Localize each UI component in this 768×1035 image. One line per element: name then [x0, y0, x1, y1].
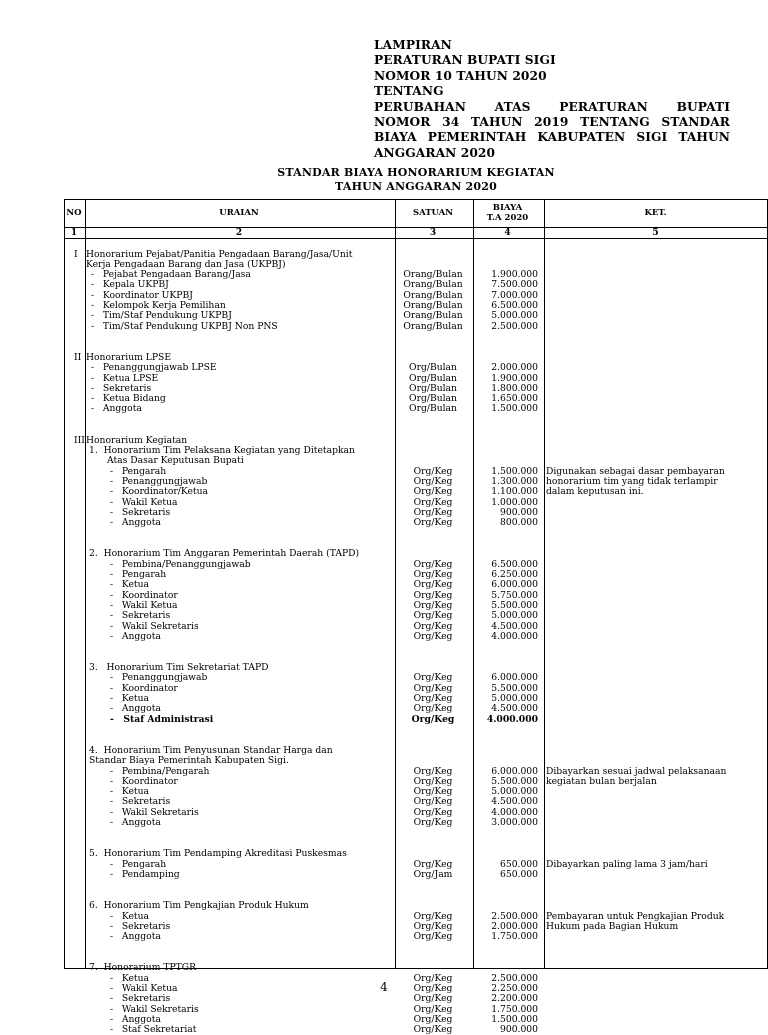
- row-description: - Wakil Sekretaris: [110, 620, 199, 632]
- row-cost: 6.000.000: [491, 765, 538, 777]
- row-description: - Sekretaris: [110, 796, 171, 808]
- row-description: 7. Honorarium TPTGR: [89, 962, 197, 974]
- row-unit: Org/Keg: [413, 682, 453, 694]
- header-line: BIAYA PEMERINTAH KABUPATEN SIGI TAHUN: [374, 130, 730, 145]
- row-description: - Tim/Staf Pendukung UKPBJ Non PNS: [91, 320, 278, 332]
- row-description: - Anggota: [110, 630, 161, 642]
- row-description: - Sekretaris: [110, 920, 171, 932]
- column-number: 5: [652, 228, 659, 238]
- header-ket: KET.: [644, 208, 667, 218]
- table-row: [0, 404, 768, 414]
- row-cost: 650.000: [500, 868, 538, 880]
- row-unit: Org/Keg: [413, 599, 453, 611]
- row-description: - Ketua LPSE: [91, 372, 159, 384]
- row-description: - Koordinator UKPBJ: [91, 289, 193, 301]
- row-description: Kerja Pengadaan Barang dan Jasa (UKPBJ): [86, 258, 286, 270]
- row-unit: Org/Keg: [413, 558, 453, 570]
- row-description: Honorarium Kegiatan: [86, 434, 188, 446]
- row-unit: Org/Keg: [413, 517, 453, 529]
- row-description: - Penanggungjawab: [110, 475, 208, 487]
- row-cost: 1.800.000: [491, 382, 538, 394]
- row-description: - Penanggungjawab LPSE: [91, 362, 217, 374]
- column-number-divider: [65, 238, 767, 239]
- row-unit: Org/Bulan: [409, 382, 457, 394]
- row-description: Atas Dasar Keputusan Bupati: [107, 455, 244, 467]
- row-description: - Pendamping: [110, 868, 180, 880]
- row-description: - Koordinator: [110, 775, 178, 787]
- row-unit: Org/Keg: [413, 817, 453, 828]
- row-description: - Koordinator: [110, 589, 178, 601]
- row-description: - Ketua: [110, 786, 150, 798]
- column-number: 3: [429, 228, 437, 238]
- row-cost: 6.250.000: [491, 569, 538, 580]
- table-row: [0, 715, 768, 725]
- row-unit: Org/Keg: [413, 910, 453, 922]
- row-cost: 5.000.000: [491, 693, 538, 704]
- table-title: [64, 166, 768, 194]
- row-description: - Wakil Ketua: [110, 599, 178, 611]
- row-cost: 1.900.000: [491, 372, 538, 384]
- row-unit: Org/Keg: [413, 620, 453, 632]
- header-line: NOMOR 34 TAHUN 2019 TENTANG STANDAR: [374, 115, 730, 130]
- row-description: - Ketua: [110, 693, 150, 704]
- row-unit: Org/Keg: [413, 1024, 453, 1035]
- row-unit: Org/Bulan: [409, 362, 457, 374]
- table-row: [0, 1025, 768, 1035]
- row-cost: 4.000.000: [491, 630, 538, 642]
- row-remark: Dibayarkan sesuai jadwal pelaksanaan: [546, 765, 727, 777]
- row-remark: Digunakan sebagai dasar pembayaran: [546, 465, 725, 477]
- row-unit: Org/Keg: [413, 972, 453, 984]
- table-row: [0, 756, 768, 766]
- row-description: - Pengarah: [110, 569, 167, 580]
- row-description: - Anggota: [110, 817, 161, 828]
- row-cost: 5.500.000: [491, 599, 538, 611]
- row-description: - Sekretaris: [110, 993, 171, 1005]
- row-unit: Org/Keg: [413, 796, 453, 808]
- row-unit: Org/Keg: [413, 983, 453, 994]
- row-cost: 2.000.000: [491, 362, 538, 374]
- row-cost: 6.000.000: [491, 672, 538, 684]
- row-cost: 2.250.000: [491, 983, 538, 994]
- row-cost: 2.500.000: [491, 972, 538, 984]
- row-description: - Sekretaris: [91, 382, 152, 394]
- row-cost: 4.500.000: [491, 796, 538, 808]
- row-cost: 1.500.000: [491, 403, 538, 415]
- row-description: 4. Honorarium Tim Penyusunan Standar Harga dan: [89, 744, 333, 756]
- row-unit: Org/Keg: [413, 1003, 453, 1015]
- table-title-line: STANDAR BIAYA HONORARIUM KEGIATAN: [277, 166, 555, 179]
- row-unit: Org/Bulan: [409, 393, 457, 405]
- row-description: Honorarium LPSE: [86, 351, 172, 363]
- row-cost: 5.000.000: [491, 310, 538, 322]
- row-remark: Dibayarkan paling lama 3 jam/hari: [546, 858, 708, 870]
- row-cost: 1.750.000: [491, 931, 538, 943]
- row-unit: Org/Jam: [413, 868, 453, 880]
- row-cost: 1.300.000: [491, 475, 538, 487]
- table-row: [0, 518, 768, 528]
- header-biaya-line: T.A 2020: [486, 213, 529, 223]
- header-no: NO: [66, 208, 82, 218]
- row-cost: 900.000: [500, 1024, 538, 1035]
- row-description: - Kepala UKPBJ: [91, 279, 169, 291]
- header-biaya: [472, 203, 543, 223]
- row-unit: Org/Keg: [413, 579, 453, 591]
- row-unit: Org/Keg: [413, 630, 453, 642]
- row-cost: 900.000: [500, 506, 538, 518]
- row-remark: honorarium tim yang tidak terlampir: [546, 475, 718, 487]
- table-row: [0, 901, 768, 911]
- row-cost: 650.000: [500, 858, 538, 870]
- row-unit: Org/Keg: [413, 569, 453, 580]
- row-unit: Org/Bulan: [409, 372, 457, 384]
- table-row: [0, 870, 768, 880]
- row-cost: 5.000.000: [491, 610, 538, 622]
- row-description: - Tim/Staf Pendukung UKPBJ: [91, 310, 232, 322]
- document-header: [374, 38, 730, 161]
- row-unit: Org/Keg: [413, 703, 453, 715]
- table-row: [0, 322, 768, 332]
- row-number: III: [74, 434, 85, 446]
- table-row: [0, 363, 768, 373]
- row-description: - Wakil Sekretaris: [110, 1003, 199, 1015]
- row-cost: 7.000.000: [491, 289, 538, 301]
- row-number: II: [74, 351, 82, 363]
- row-unit: Org/Keg: [411, 713, 455, 725]
- row-description: - Sekretaris: [110, 610, 171, 622]
- row-description: 6. Honorarium Tim Pengkajian Produk Hukum: [89, 900, 309, 912]
- row-description: - Pembina/Pengarah: [110, 765, 210, 777]
- row-unit: Orang/Bulan: [403, 300, 463, 311]
- header-line: ANGGARAN 2020: [374, 145, 496, 160]
- row-remark: Hukum pada Bagian Hukum: [546, 920, 679, 932]
- table-row: [0, 632, 768, 642]
- header-satuan: SATUAN: [412, 208, 454, 218]
- row-unit: Org/Keg: [413, 672, 453, 684]
- row-description: - Ketua Bidang: [91, 393, 166, 405]
- row-cost: 4.500.000: [491, 620, 538, 632]
- table-title-line: TAHUN ANGGARAN 2020: [335, 180, 497, 193]
- table-row: [0, 487, 768, 497]
- row-cost: 7.500.000: [491, 279, 538, 291]
- row-description: - Anggota: [110, 703, 161, 715]
- row-cost: 5.500.000: [491, 775, 538, 787]
- row-description: - Anggota: [110, 931, 161, 943]
- row-unit: Org/Keg: [413, 486, 453, 498]
- row-unit: Orang/Bulan: [403, 269, 463, 281]
- header-uraian: URAIAN: [219, 208, 259, 218]
- header-line: LAMPIRAN: [374, 38, 452, 52]
- header-biaya-line: BIAYA: [492, 203, 523, 213]
- row-unit: Org/Keg: [413, 589, 453, 601]
- row-cost: 2.200.000: [491, 993, 538, 1005]
- header-line: TENTANG: [374, 84, 444, 99]
- row-description: 3. Honorarium Tim Sekretariat TAPD: [89, 662, 269, 674]
- row-unit: Org/Keg: [413, 765, 453, 777]
- header-line: PERATURAN BUPATI SIGI: [374, 53, 556, 68]
- row-unit: Org/Keg: [413, 693, 453, 704]
- row-cost: 1.100.000: [491, 486, 538, 498]
- row-description: - Penanggungjawab: [110, 672, 208, 684]
- row-description: - Anggota: [110, 1013, 161, 1025]
- row-description: 1. Honorarium Tim Pelaksana Kegiatan yang Ditetapkan: [89, 445, 355, 456]
- row-unit: Org/Keg: [413, 931, 453, 943]
- row-unit: Org/Keg: [413, 496, 453, 508]
- row-cost: 1.900.000: [491, 269, 538, 281]
- row-description: - Ketua: [110, 972, 150, 984]
- row-description: - Pengarah: [110, 465, 167, 477]
- row-unit: Org/Bulan: [409, 403, 457, 415]
- row-description: - Koordinator/Ketua: [110, 486, 209, 498]
- row-unit: Org/Keg: [413, 506, 453, 518]
- row-unit: Org/Keg: [413, 993, 453, 1005]
- row-unit: Org/Keg: [413, 786, 453, 798]
- row-remark: dalam keputusan ini.: [546, 486, 644, 498]
- row-cost: 800.000: [500, 517, 538, 529]
- row-unit: Orang/Bulan: [403, 279, 463, 291]
- row-description: - Koordinator: [110, 682, 178, 694]
- row-description: - Wakil Ketua: [110, 496, 178, 508]
- row-cost: 1.500.000: [491, 465, 538, 477]
- row-cost: 6.000.000: [491, 579, 538, 591]
- table-row: [0, 818, 768, 828]
- row-unit: Org/Keg: [413, 920, 453, 932]
- row-cost: 1.000.000: [491, 496, 538, 508]
- table-row: [0, 932, 768, 942]
- row-cost: 4.000.000: [491, 806, 538, 818]
- row-unit: Orang/Bulan: [403, 310, 463, 322]
- row-description: - Pembina/Penanggungjawab: [110, 558, 251, 570]
- row-description: - Sekretaris: [110, 506, 171, 518]
- row-cost: 2.000.000: [491, 920, 538, 932]
- row-description: 5. Honorarium Tim Pendamping Akreditasi Puskesmas: [89, 848, 347, 860]
- row-cost: 2.500.000: [491, 910, 538, 922]
- row-description: - Ketua: [110, 910, 150, 922]
- row-description: - Anggota: [91, 403, 142, 415]
- table-row: [0, 611, 768, 621]
- row-cost: 1.500.000: [491, 1013, 538, 1025]
- row-description: - Ketua: [110, 579, 150, 591]
- column-number: 1: [70, 228, 78, 238]
- row-unit: Org/Keg: [413, 775, 453, 787]
- row-description: - Anggota: [110, 517, 161, 529]
- row-number: I: [74, 248, 78, 260]
- row-description: 2. Honorarium Tim Anggaran Pemerintah Daerah (TAPD): [89, 548, 360, 560]
- row-remark: kegiatan bulan berjalan: [546, 775, 657, 787]
- row-description: Honorarium Pejabat/Panitia Pengadaan Barang/Jasa/Unit: [86, 248, 353, 260]
- row-unit: Org/Keg: [413, 806, 453, 818]
- row-cost: 2.500.000: [491, 320, 538, 332]
- row-description: Standar Biaya Pemerintah Kabupaten Sigi.: [89, 755, 289, 767]
- row-cost: 4.500.000: [491, 703, 538, 715]
- row-cost: 1.750.000: [491, 1003, 538, 1015]
- column-number: 2: [235, 228, 243, 238]
- row-cost: 4.000.000: [486, 713, 538, 725]
- row-description: - Kelompok Kerja Pemilihan: [91, 300, 226, 311]
- row-cost: 3.000.000: [491, 817, 538, 828]
- row-unit: Org/Keg: [413, 475, 453, 487]
- row-description: - Staf Administrasi: [110, 713, 214, 725]
- row-cost: 6.500.000: [491, 558, 538, 570]
- page-number: 4: [380, 980, 388, 994]
- row-cost: 1.650.000: [491, 393, 538, 405]
- header-line: NOMOR 10 TAHUN 2020: [374, 68, 547, 83]
- row-unit: Orang/Bulan: [403, 289, 463, 301]
- row-unit: Org/Keg: [413, 465, 453, 477]
- row-cost: 5.750.000: [491, 589, 538, 601]
- row-description: - Pengarah: [110, 858, 167, 870]
- row-cost: 5.000.000: [491, 786, 538, 798]
- header-line: PERUBAHAN ATAS PERATURAN BUPATI: [374, 99, 730, 114]
- row-cost: 5.500.000: [491, 682, 538, 694]
- row-remark: Pembayaran untuk Pengkajian Produk: [546, 910, 725, 922]
- row-unit: Org/Keg: [413, 1013, 453, 1025]
- row-unit: Org/Keg: [413, 610, 453, 622]
- row-description: - Wakil Sekretaris: [110, 806, 199, 818]
- row-description: - Staf Sekretariat: [110, 1024, 197, 1035]
- row-unit: Org/Keg: [413, 858, 453, 870]
- row-description: - Wakil Ketua: [110, 983, 178, 994]
- row-description: - Pejabat Pengadaan Barang/Jasa: [91, 269, 251, 281]
- row-unit: Orang/Bulan: [403, 320, 463, 332]
- row-cost: 6.500.000: [491, 300, 538, 311]
- column-number: 4: [504, 228, 511, 238]
